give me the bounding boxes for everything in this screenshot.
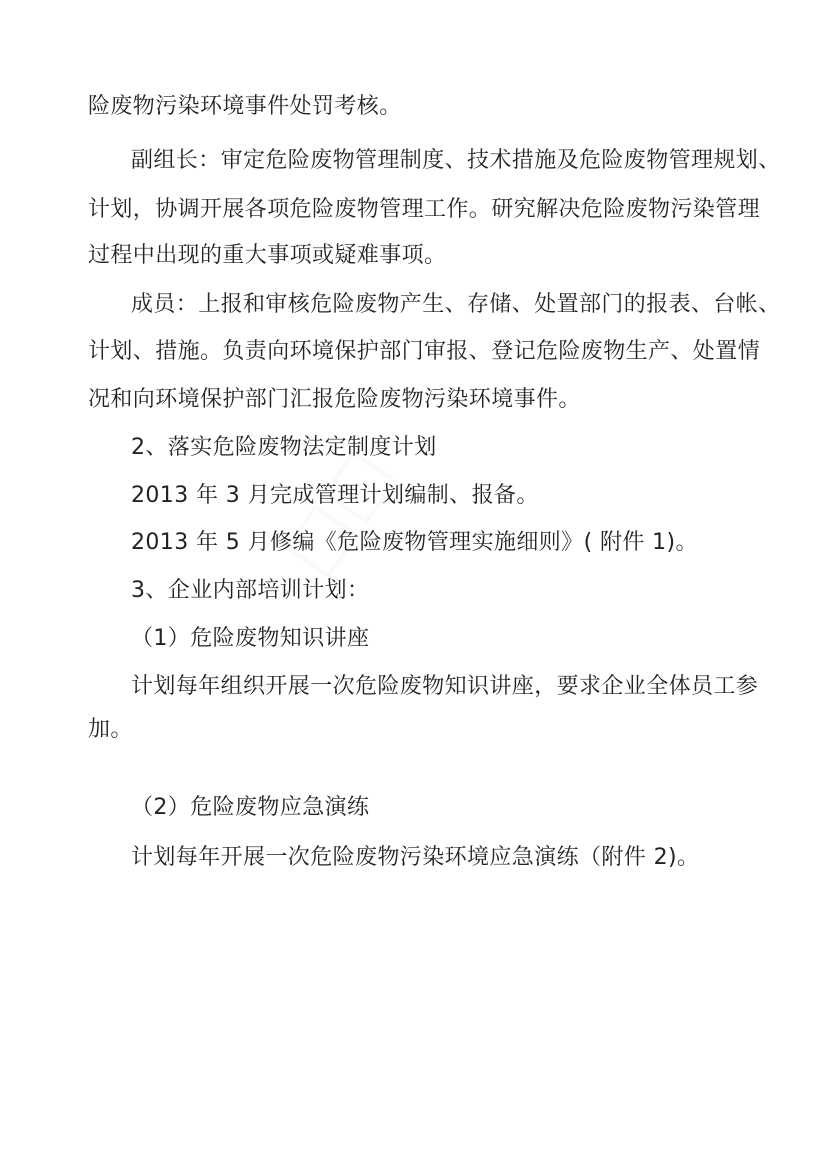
- paragraph-line: 副组长：审定危险废物管理制度、技术措施及危险废物管理规划、: [131, 148, 781, 173]
- paragraph-line: 险废物污染环境事件处罚考核。: [88, 94, 402, 119]
- paragraph-line: 计划每年开展一次危险废物污染环境应急演练（附件 2)。: [131, 845, 700, 870]
- paragraph-line: 计划每年组织开展一次危险废物知识讲座，要求企业全体员工参: [131, 674, 759, 699]
- paragraph-line: 成员：上报和审核危险废物产生、存储、处置部门的报表、台帐、: [131, 292, 781, 317]
- paragraph-line: 计划，协调开展各项危险废物管理工作。研究解决危险废物污染管理: [88, 197, 761, 222]
- paragraph-line: 况和向环境保护部门汇报危险废物污染环境事件。: [88, 387, 581, 412]
- section-heading: 3、企业内部培训计划：: [131, 578, 370, 603]
- paragraph-line: 加。: [88, 717, 133, 742]
- section-heading: 2、落实危险废物法定制度计划: [131, 435, 437, 460]
- paragraph-line: 过程中出现的重大事项或疑难事项。: [88, 243, 447, 268]
- paragraph-line: 2013 年 5 月修编《危险废物管理实施细则》( 附件 1)。: [131, 530, 698, 555]
- subsection-heading: （2）危险废物应急演练: [131, 795, 370, 820]
- paragraph-line: 计划、措施。负责向环境保护部门审报、登记危险废物生产、处置情: [88, 339, 761, 364]
- subsection-heading: （1）危险废物知识讲座: [131, 626, 370, 651]
- paragraph-line: 2013 年 3 月完成管理计划编制、报备。: [131, 483, 539, 508]
